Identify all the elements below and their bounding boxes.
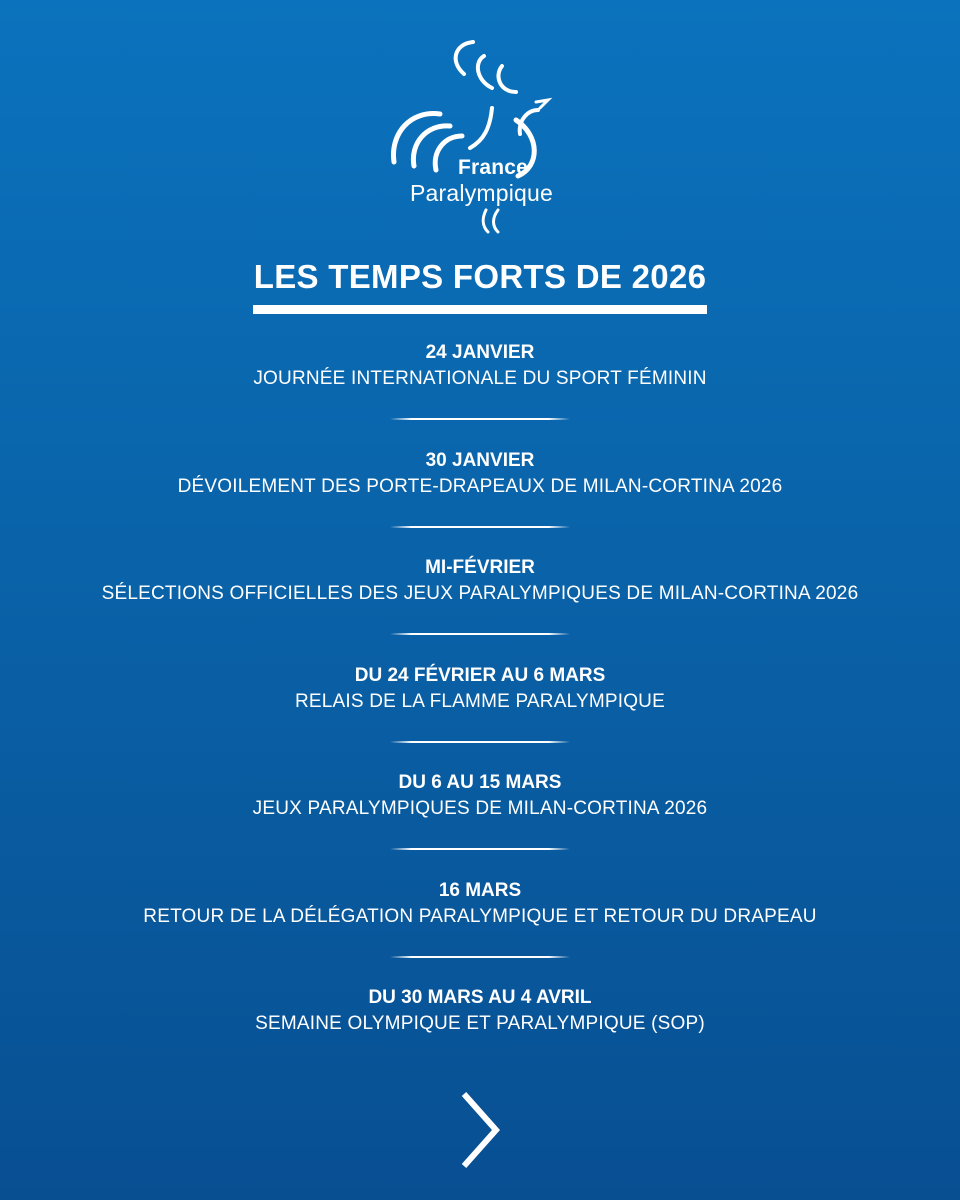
events-list: [0, 340, 960, 1093]
list-item: [0, 448, 960, 556]
divider: [390, 418, 570, 420]
event-date: 30 JANVIER: [425, 449, 535, 471]
logo-text-paralympique: Paralympique: [410, 180, 554, 206]
page-title-block: [253, 258, 707, 296]
event-name: RELAIS DE LA FLAMME PARALYMPIQUE: [295, 690, 665, 712]
chevron-right-icon: [456, 1090, 504, 1170]
event-date: 24 JANVIER: [425, 342, 535, 363]
list-item: [0, 985, 960, 1093]
divider: [390, 848, 570, 850]
event-date: 16 MARS: [438, 879, 522, 901]
page-title: LES TEMPS FORTS DE 2026: [253, 258, 707, 295]
event-date: DU 6 AU 15 MARS: [398, 772, 562, 793]
event-date: DU 24 FÉVRIER AU 6 MARS: [354, 664, 606, 686]
event-name: JEUX PARALYMPIQUES DE MILAN-CORTINA 2026: [252, 798, 708, 819]
event-date: MI-FÉVRIER: [425, 557, 535, 578]
list-item: [0, 663, 960, 771]
rooster-logo-icon: [380, 36, 580, 240]
event-name: SÉLECTIONS OFFICIELLES DES JEUX PARALYMPIQUES DE MILAN-CORTINA 2026: [101, 583, 859, 604]
title-underline: [253, 305, 707, 314]
divider: [390, 526, 570, 528]
event-name: SEMAINE OLYMPIQUE ET PARALYMPIQUE (SOP): [255, 1013, 705, 1034]
divider: [390, 633, 570, 635]
event-name: RETOUR DE LA DÉLÉGATION PARALYMPIQUE ET RETOUR DU DRAPEAU: [143, 905, 817, 927]
divider: [390, 741, 570, 743]
list-item: [0, 770, 960, 878]
event-name: JOURNÉE INTERNATIONALE DU SPORT FÉMININ: [253, 368, 707, 389]
event-name: DÉVOILEMENT DES PORTE-DRAPEAUX DE MILAN-CORTINA 2026: [177, 475, 783, 497]
next-slide-button[interactable]: [456, 1090, 504, 1170]
france-paralympique-logo: [380, 36, 580, 240]
event-date: DU 30 MARS AU 4 AVRIL: [368, 987, 592, 1008]
divider: [390, 956, 570, 958]
list-item: [0, 878, 960, 986]
list-item: [0, 340, 960, 448]
list-item: [0, 555, 960, 663]
logo-text-france: France: [458, 156, 529, 179]
